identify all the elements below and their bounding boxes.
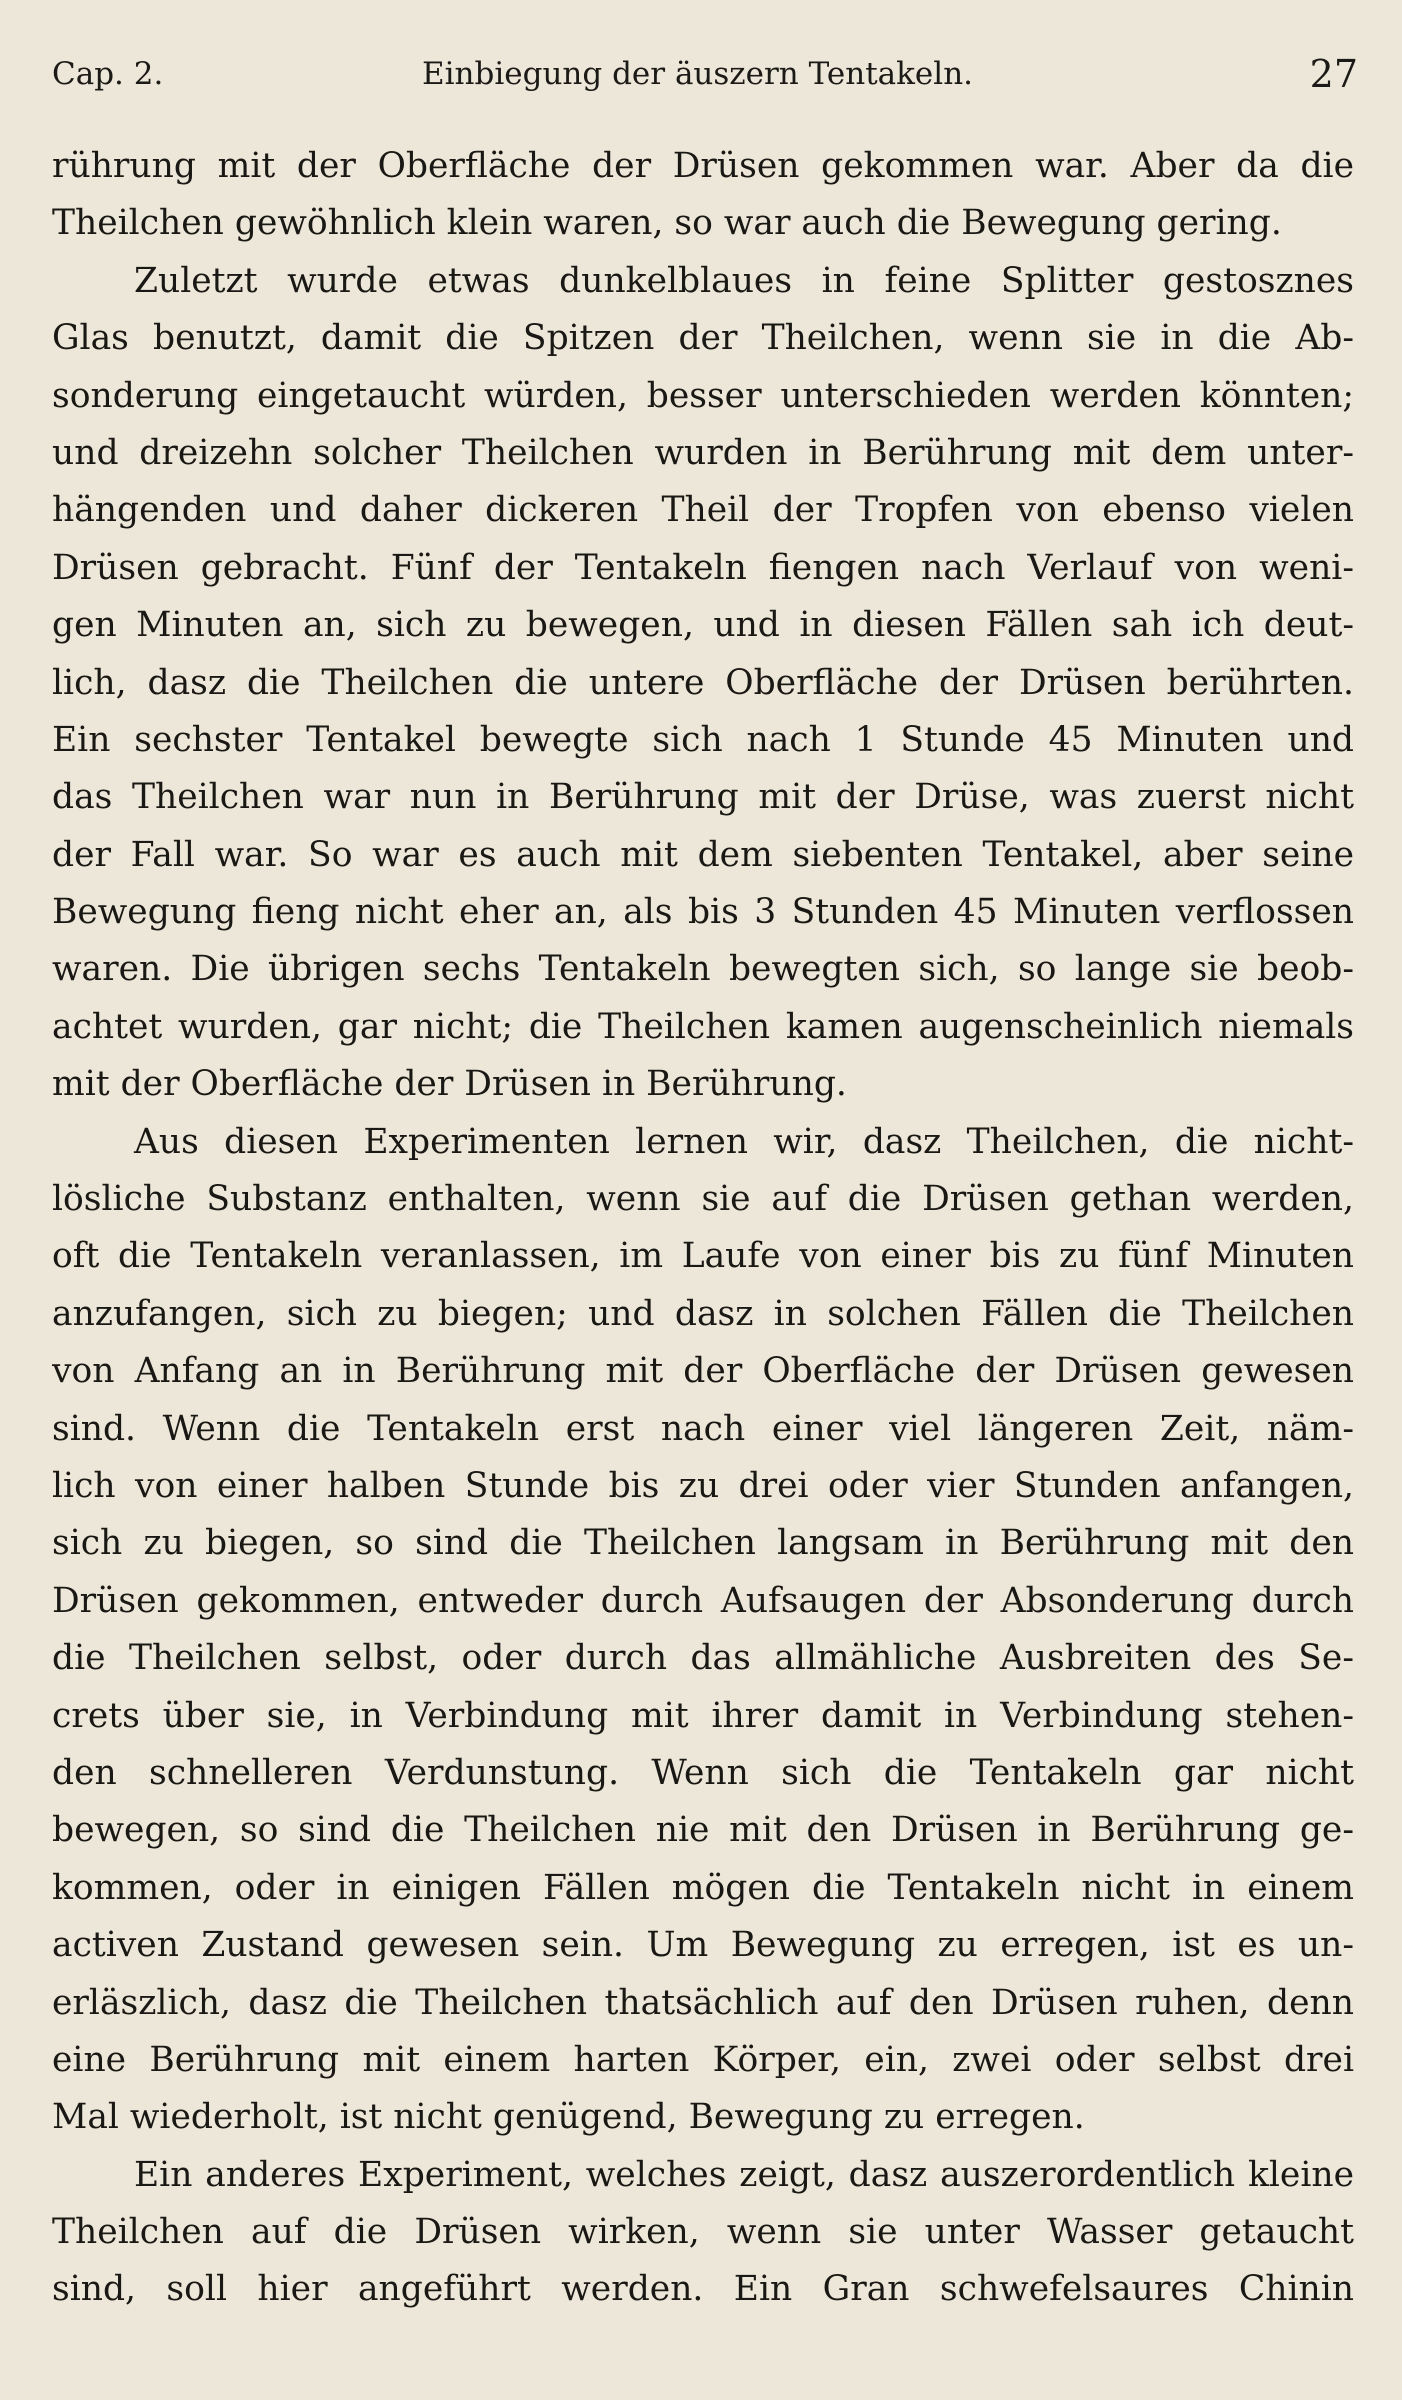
text-line: Bewegung fieng nicht eher an, als bis 3 Stunden 45 Minuten verflossen xyxy=(52,892,1354,933)
text-line: bewegen, so sind die Theilchen nie mit den Drüsen in Berührung ge- xyxy=(52,1810,1354,1851)
text-line: erläszlich, dasz die Theilchen thatsächlich auf den Drüsen ruhen, denn xyxy=(52,1982,1354,2023)
text-line: Glas benutzt, damit die Spitzen der Theilchen, wenn sie in die Ab- xyxy=(52,318,1354,359)
text-line: lich, dasz die Theilchen die untere Oberfläche der Drüsen berührten. xyxy=(52,662,1354,703)
text-line: activen Zustand gewesen sein. Um Bewegung zu erregen, ist es un- xyxy=(52,1925,1354,1966)
text-line: Aus diesen Experimenten lernen wir, dasz Theilchen, die nicht- xyxy=(134,1121,1354,1162)
text-line: Drüsen gebracht. Fünf der Tentakeln fiengen nach Verlauf von weni- xyxy=(52,547,1354,588)
text-line: das Theilchen war nun in Berührung mit der Drüse, was zuerst nicht xyxy=(52,777,1354,818)
chapter-label: Cap. 2. xyxy=(52,56,164,92)
text-line: waren. Die übrigen sechs Tentakeln bewegten sich, so lange sie beob- xyxy=(52,949,1354,990)
text-line: anzufangen, sich zu biegen; und dasz in solchen Fällen die Theilchen xyxy=(52,1293,1354,1334)
text-line: eine Berührung mit einem harten Körper, ein, zwei oder selbst drei xyxy=(52,2039,1354,2080)
text-line: Zuletzt wurde etwas dunkelblaues in feine Splitter gestosznes xyxy=(134,260,1354,301)
text-line: sind, soll hier angeführt werden. Ein Gran schwefelsaures Chinin xyxy=(52,2269,1354,2310)
body-text xyxy=(52,138,1354,2319)
text-line: lösliche Substanz enthalten, wenn sie auf die Drüsen gethan werden, xyxy=(52,1179,1354,1220)
paragraph xyxy=(52,2147,1354,2319)
running-title: Einbiegung der äuszern Tentakeln. xyxy=(422,56,974,92)
text-line: sich zu biegen, so sind die Theilchen langsam in Berührung mit den xyxy=(52,1523,1354,1564)
text-line: Drüsen gekommen, entweder durch Aufsaugen der Absonderung durch xyxy=(52,1580,1354,1621)
text-line: Ein sechster Tentakel bewegte sich nach 1 Stunde 45 Minuten und xyxy=(52,719,1354,760)
text-line: sind. Wenn die Tentakeln erst nach einer viel längeren Zeit, näm- xyxy=(52,1408,1354,1449)
text-line: Theilchen gewöhnlich klein waren, so war auch die Bewegung gering. xyxy=(52,203,1282,244)
text-line: die Theilchen selbst, oder durch das allmähliche Ausbreiten des Se- xyxy=(52,1638,1354,1679)
text-line: hängenden und daher dickeren Theil der Tropfen von ebenso vielen xyxy=(52,490,1354,531)
text-line: achtet wurden, gar nicht; die Theilchen kamen augenscheinlich niemals xyxy=(52,1006,1354,1047)
text-line: Ein anderes Experiment, welches zeigt, dasz auszerordentlich kleine xyxy=(134,2154,1354,2195)
text-line: kommen, oder in einigen Fällen mögen die Tentakeln nicht in einem xyxy=(52,1867,1354,1908)
text-line: und dreizehn solcher Theilchen wurden in Berührung mit dem unter- xyxy=(52,432,1354,473)
text-line: mit der Oberfläche der Drüsen in Berührung. xyxy=(52,1064,847,1105)
text-line: crets über sie, in Verbindung mit ihrer damit in Verbindung stehen- xyxy=(52,1695,1354,1736)
text-line: rührung mit der Oberfläche der Drüsen gekommen war. Aber da die xyxy=(52,146,1354,186)
text-line: lich von einer halben Stunde bis zu drei oder vier Stunden anfangen, xyxy=(52,1465,1354,1506)
paragraph xyxy=(52,253,1354,1114)
text-line: von Anfang an in Berührung mit der Oberfläche der Drüsen gewesen xyxy=(52,1351,1354,1392)
text-line: Theilchen auf die Drüsen wirken, wenn sie unter Wasser getaucht xyxy=(52,2212,1354,2253)
page-number: 27 xyxy=(1309,52,1358,96)
paragraph xyxy=(52,138,1354,253)
text-line: oft die Tentakeln veranlassen, im Laufe von einer bis zu fünf Minuten xyxy=(52,1236,1354,1277)
text-line: Mal wiederholt, ist nicht genügend, Bewegung zu erregen. xyxy=(52,2097,1085,2138)
text-line: der Fall war. So war es auch mit dem siebenten Tentakel, aber seine xyxy=(52,834,1354,875)
running-header xyxy=(52,52,1358,102)
text-line: sonderung eingetaucht würden, besser unterschieden werden könnten; xyxy=(52,375,1354,416)
text-line: den schnelleren Verdunstung. Wenn sich die Tentakeln gar nicht xyxy=(52,1752,1354,1793)
paragraph xyxy=(52,1114,1354,2147)
text-line: gen Minuten an, sich zu bewegen, und in diesen Fällen sah ich deut- xyxy=(52,605,1354,646)
